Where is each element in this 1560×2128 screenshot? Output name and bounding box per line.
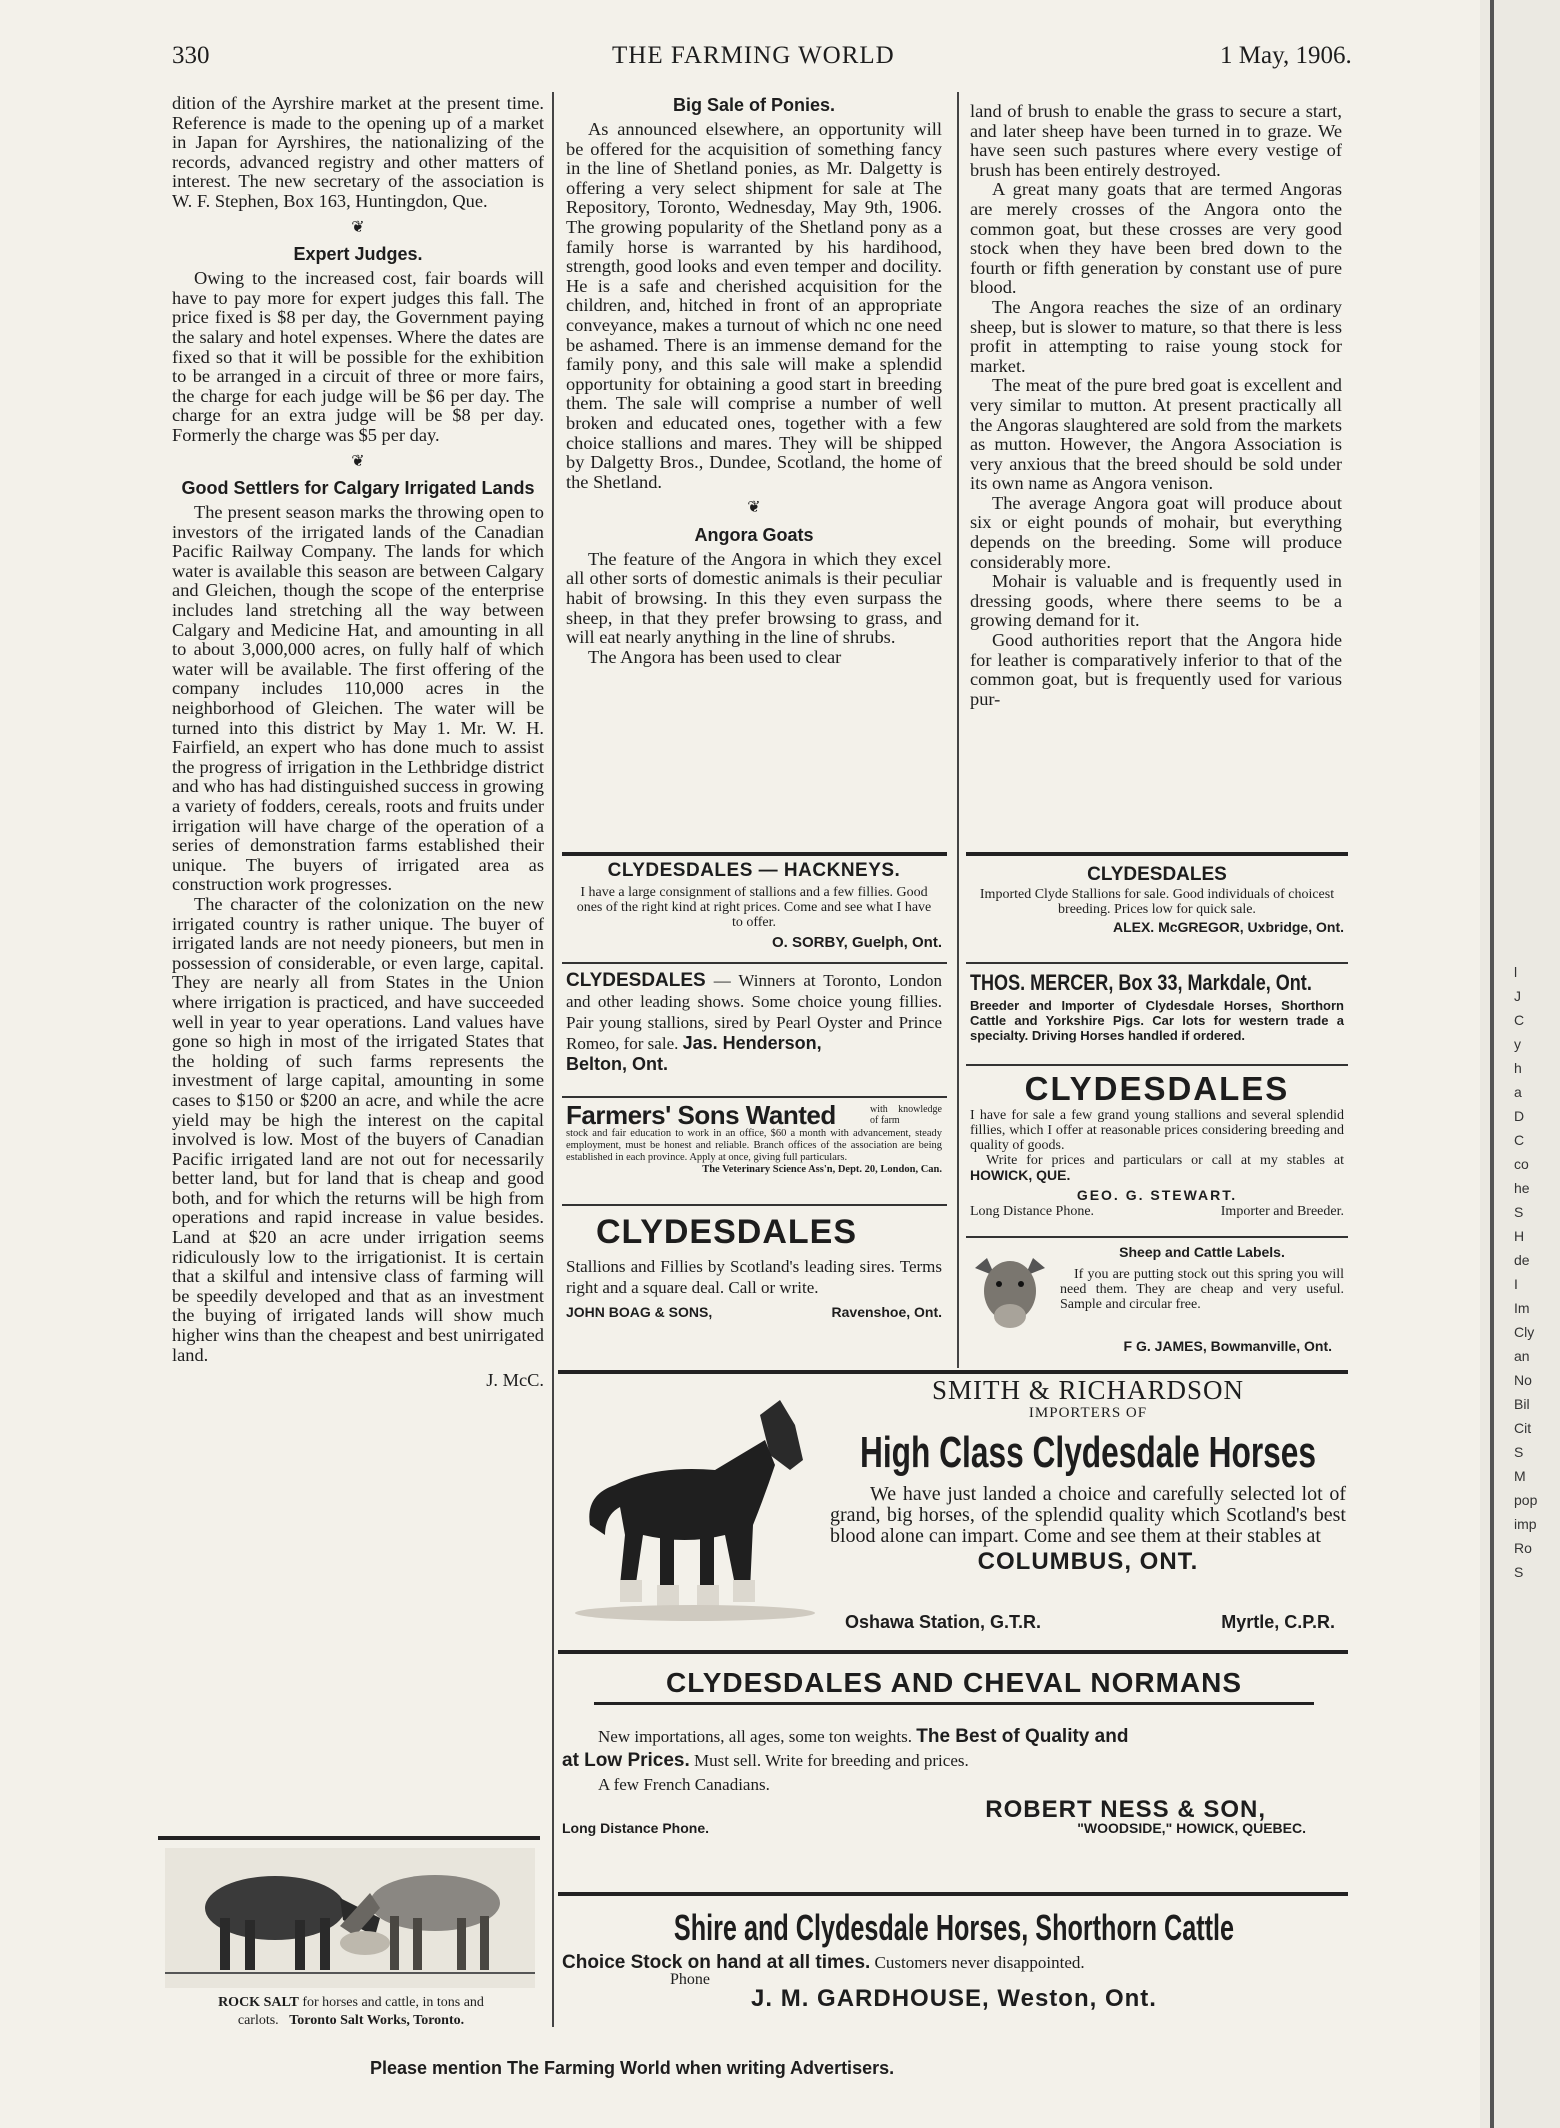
edge-fragment: h [1514,1060,1522,1076]
ad-body: Imported Clyde Stallions for sale. Good individuals of choicest breeding. Prices low for quick sale. [979,887,1335,917]
ornament-icon: ❦ [351,452,365,470]
ad-signature: The Veterinary Science Ass'n, Dept. 20, London, Can. [702,1164,942,1175]
edge-fragment: No [1514,1372,1532,1388]
page-title: THE FARMING WORLD [612,42,895,69]
col2-paragraph: The Angora has been used to clear [588,646,842,667]
col3-paragraph: land of brush to enable the grass to secure a start, and later sheep have been turned in to graze. We have seen such pastures where every vestige of brush has been entirely destroyed. [970,101,1342,180]
ad-bold-2: at Low Prices. [562,1750,690,1771]
ad-body: We have just landed a choice and carefully selected lot of grand, big horses, of the splendid quality which Scotland's best blood alone can impart. Come and see them at their stables at [830,1483,1346,1547]
rule [966,1064,1348,1066]
ad-title: Farmers' Sons Wanted [566,1099,836,1130]
col1-paragraph: The present season marks the throwing open to investors of the irrigated lands of the Canadian Pacific Railway Company. The lands for which water is available this season are between Calgary and Gleichen, though the scope of the enterprise includes land stretching all the way between Calgary and Medicine Hat, and amounting in all to about 3,000,000 acres, on fully half of which water will be available. The first offering of the company includes 110,000 acres in the neighborhood of Gleichen. The water will be turned into this district by May 1. Mr. W. H. Fairfield, an expert who has done much to assist the progress of irrigation in the Lethbridge district and who has had distinguished success in growing a variety of fodders, cereals, roots and fruits under irrigation will have charge of the operation of a series of demonstration farms established their unique. The buyers of irrigated area as construction work progresses. [172,502,544,895]
ad-body: Customers never disappointed. [874,1953,1085,1972]
edge-fragment: S [1514,1204,1524,1220]
heading-angora-goats: Angora Goats [694,524,814,545]
ad-signature: GEO. G. STEWART. [1076,1187,1238,1203]
ad-role: Importer and Breeder. [1220,1204,1344,1219]
ornament-icon: ❦ [747,499,761,517]
ad-title: CLYDESDALES [566,970,706,991]
page-date: 1 May, 1906. [1220,42,1352,69]
ad-title: Sheep and Cattle Labels. [1119,1244,1285,1260]
column-1 [172,94,544,1804]
farmers-sons-ad [566,1099,942,1176]
edge-fragment: S [1514,1564,1524,1580]
rule [558,1650,1348,1654]
ad-station-1: Oshawa Station, G.T.R. [845,1612,1042,1632]
rock-salt-sig: Toronto Salt Works, Toronto. [289,2013,465,2028]
ad-body-3: A few French Canadians. [598,1775,770,1794]
page-number: 330 [172,42,210,69]
adjacent-page-edge [1480,0,1560,2128]
rock-salt-body: for horses and cattle, in tons and [302,1995,484,2010]
col3-paragraph: The Angora reaches the size of an ordinary sheep, but is slower to mature, so that there is less profit in attempting to raise young stock for market. [970,296,1342,376]
rule [562,962,947,964]
ad-place: HOWICK, QUE. [970,1167,1071,1183]
ad-body: If you are putting stock out this spring you will need them. They are cheap and very useful. Sample and circular free. [1060,1267,1344,1312]
ad-title: Shire and Clydesdale Horses, Shorthorn Cattle [673,1907,1235,1948]
rule [558,1370,1348,1374]
col1-paragraph: The character of the colonization on the new irrigated country is rather unique. The buyer of irrigated lands are not needy pioneers, but men in possession of considerable, or even large, capital. They are nearly all from States in the Union where irrigation is practiced, and have succeeded well in year to year operations. Land values have gone so high in most of the irrigated States that the holding of such farms represents the investment of large capital, amounting in some cases to $150 or $200 an acre, and while the acre yield may be high the interest on the capital involved is low. Most of the buyers of Canadian Pacific irrigated land are not out for necessarily better land, but for land that is cheap and good both, and for which the returns will be high from operations and rapid increase in value besides. Land at $20 an acre under irrigation seems ridiculously low to the irrigationist. It is certain that a skilful and intensive class of farming will be speedily developed and that as an investment the buying of irrigated lands will show much higher wins than the cheapest and best unirrigated land. [172,893,544,1365]
rule [562,852,947,856]
ad-title: SMITH & RICHARDSON [931,1375,1245,1405]
edge-fragment: he [1514,1180,1530,1196]
column-rule-1 [552,92,554,2027]
edge-fragment: an [1514,1348,1530,1364]
ornament-icon: ❦ [351,218,365,236]
ad-big-title: High Class Clydesdale Horses [859,1428,1317,1477]
ad-body-2: Must sell. Write for breeding and prices. [694,1751,969,1770]
footer-notice: Please mention The Farming World when writing Advertisers. [370,2058,895,2078]
heading-expert-judges: Expert Judges. [293,244,423,265]
edge-fragment: C [1514,1012,1525,1028]
rock-salt-ad [165,1994,537,2030]
col2-paragraph: As announced elsewhere, an opportunity will be offered for the acquisition of something fancy in the line of Shetland ponies, as Mr. Dalgetty is offering a very select shipment for sale at The Repository, Toronto, Wednesday, May 9th, 1906. The growing popularity of the Shetland pony as a family horse is warranted by his hardihood, strength, good looks and even temper and docility. He is a safe and cherished acquisition for the children, and, hitched in front of an appropriate conveyance, makes a turnout of which nc one need be ashamed. There is an immense demand for the family pony, and this sale will make a splendid opportunity for obtaining a good start in breeding them. The sale will comprise a number of well broken and educated ones, together with a few choice stallions and mares. They will be shipped by Dalgetty Bros., Dundee, Scotland, the home of the Shetland. [566,119,942,492]
ad-title: CLYDESDALES — HACKNEYS. [607,860,901,881]
ad-body-2: Write for prices and particulars or call at my stables at [986,1153,1344,1168]
ad-signature-place: Belton, Ont. [566,1054,668,1074]
ad-title: CLYDESDALES [1024,1070,1290,1107]
col3-paragraph: The average Angora goat will produce about six or eight pounds of mohair, but everything depends on the breeding. Some will produce considerably more. [970,492,1342,572]
edge-fragment: H [1514,1228,1525,1244]
column-rule-2 [957,92,959,858]
ad-signature: ROBERT NESS & SON, [985,1796,1266,1823]
rule [966,852,1348,856]
ad-phone: Phone [670,1971,710,1988]
ad-body: — Winners at Toronto, London and other leading shows. Some choice young fillies. Pair young stallions, sired by Pearl Oyster and Prince Romeo, for sale. [566,971,942,1053]
ad-station-2: Myrtle, C.P.R. [1221,1612,1335,1632]
ad-body: I have for sale a few grand young stallions and several splendid fillies, which I offer at reasonable prices considering breeding and quality of goods. [970,1108,1344,1153]
signature: J. McC. [486,1370,544,1391]
edge-fragment: co [1514,1156,1529,1172]
ad-place: COLUMBUS, ONT. [977,1548,1199,1575]
ad-subtitle: IMPORTERS OF [1028,1405,1148,1421]
rock-salt-bold: ROCK SALT [218,1995,299,2010]
ad-signature: JOHN BOAG & SONS, [566,1304,713,1320]
ad-phone: Long Distance Phone. [970,1204,1095,1219]
cattle-horse-illustration [165,1848,535,1988]
edge-fragment: de [1514,1252,1530,1268]
edge-fragment: D [1514,1108,1525,1124]
gardhouse-ad [562,1906,1346,2012]
heading-calgary-lands: Good Settlers for Calgary Irrigated Lands [181,478,535,499]
col3-paragraph: The meat of the pure bred goat is excellent and very similar to mutton. At present practically all the Angoras slaughtered are sold from the markets as mutton. However, the Angora Association is very anxious that the breed should be sold under its own name as Angora venison. [970,375,1342,494]
ad-body: Stallions and Fillies by Scotland's leading sires. Terms right and a square deal. Call or write. [566,1257,942,1297]
edge-fragment: Cit [1514,1420,1532,1436]
henderson-ad [566,970,942,1075]
edge-fragment: C [1514,1132,1525,1148]
ad-title: CLYDESDALES [1087,864,1227,885]
col3-paragraph: Mohair is valuable and is frequently used in dressing goods, where there seems to be a growing demand for it. [970,571,1342,631]
ad-signature-place: Ravenshoe, Ont. [831,1304,942,1320]
edge-fragment: Bil [1514,1396,1530,1412]
labels-ad-signature: F G. JAMES, Bowmanville, Ont. [1123,1338,1332,1354]
cow-head-illustration [965,1246,1055,1336]
ad-title: THOS. MERCER, Box 33, Markdale, Ont. [970,970,1312,995]
col3-paragraph: A great many goats that are termed Angoras are merely crosses of the Angora onto the common goat, but these crosses are very good stock when they have been bred down to the fourth or fifth generation by constant use of pure blood. [970,179,1342,298]
ad-title: CLYDESDALES [596,1213,858,1251]
mercer-ad [970,970,1344,1043]
column-2 [566,94,942,834]
rock-salt-body2: carlots. [237,2013,279,2028]
ad-body: stock and fair education to work in an office, $60 a month with advancement, steady employment, must be honest and reliable. Branch offices of the association are being established in each province. Apply at once, giving full particulars. [566,1128,942,1163]
ad-signature: ALEX. McGREGOR, Uxbridge, Ont. [1112,919,1344,935]
labels-ad [1060,1244,1344,1312]
rule [562,1096,947,1098]
smith-stations [845,1612,1335,1633]
edge-fragment: Cly [1514,1324,1535,1340]
edge-fragment: y [1514,1036,1521,1052]
ad-phone: Long Distance Phone. [562,1820,710,1836]
mcgregor-ad [970,866,1344,936]
edge-fragment: l [1514,964,1518,980]
col1-paragraph: Owing to the increased cost, fair boards will have to pay more for expert judges this fall. The price fixed is $8 per day, the Government paying the salary and hotel expenses. Where the dates are fixed so that it will be possible for the exhibition to be arranged in a circuit of three or more fairs, the charge for each judge will be $6 per day. The charge for an extra judge will be $8 per day. Formerly the charge was $5 per day. [172,268,544,445]
rule [558,1892,1348,1896]
ad-body: New importations, all ages, some ton weights. [598,1727,912,1746]
ad-side-text: with knowledge of farm [870,1104,942,1126]
page-gutter [1490,0,1494,2128]
col2-paragraph: The feature of the Angora in which they excel all other sorts of domestic animals is their peculiar habit of browsing. In this they even surpass the sheep, in that they prefer browsing to grass, and will eat nearly anything in the line of shrubs. [566,548,942,648]
ad-rule [957,858,959,1368]
ad-place: "WOODSIDE," HOWICK, QUEBEC. [1077,1820,1306,1836]
edge-fragment: a [1514,1084,1522,1100]
ad-bold: The Best of Quality and [916,1726,1129,1747]
rule [966,1236,1348,1238]
edge-fragment: J [1514,988,1521,1004]
boag-ad [566,1212,942,1321]
col3-paragraph: Good authorities report that the Angora hide for leather is comparatively inferior to that of the common goat, but is frequently used for various pur- [970,630,1342,709]
heading-big-sale-ponies: Big Sale of Ponies. [672,95,836,115]
ad-title: CLYDESDALES AND CHEVAL NORMANS [665,1667,1243,1698]
edge-fragment: Im [1514,1300,1530,1316]
column-3 [970,102,1342,848]
col1-intro: dition of the Ayrshire market at the present time. Reference is made to the opening up of a market in Japan for Ayrshires, the nationalizing of the records, advanced registry and other matters of interest. The new secretary of the association is W. F. Stephen, Box 163, Huntingdon, Que. [172,93,544,211]
ad-bold: Choice Stock on hand at all times. [562,1952,871,1973]
edge-fragment: Ro [1514,1540,1532,1556]
ad-body: I have a large consignment of stallions and a few fillies. Good ones of the right kind at right prices. Come and see what I have to offer. [576,885,932,930]
clydesdale-horse-illustration [565,1385,835,1630]
edge-fragment: I [1514,1276,1518,1292]
rule [158,1836,540,1840]
ad-signature: J. M. GARDHOUSE, Weston, Ont. [751,1985,1157,2012]
ad-signature: O. SORBY, Guelph, Ont. [771,934,942,951]
ad-body: Breeder and Importer of Clydesdale Horses, Shorthorn Cattle and Yorkshire Pigs. Car lots for western trade a specialty. Driving Horses handled if ordered. [970,998,1344,1043]
edge-fragment: pop [1514,1492,1538,1508]
edge-fragment: S [1514,1444,1524,1460]
stewart-ad [970,1070,1344,1219]
sorby-ad [566,862,942,951]
smith-richardson-ad [830,1375,1346,1575]
rule [966,962,1348,964]
edge-fragment: M [1514,1468,1526,1484]
ad-signature: Jas. Henderson, [682,1033,822,1053]
rule [562,1204,947,1206]
ness-ad [562,1668,1346,1837]
edge-fragment: imp [1514,1516,1537,1532]
